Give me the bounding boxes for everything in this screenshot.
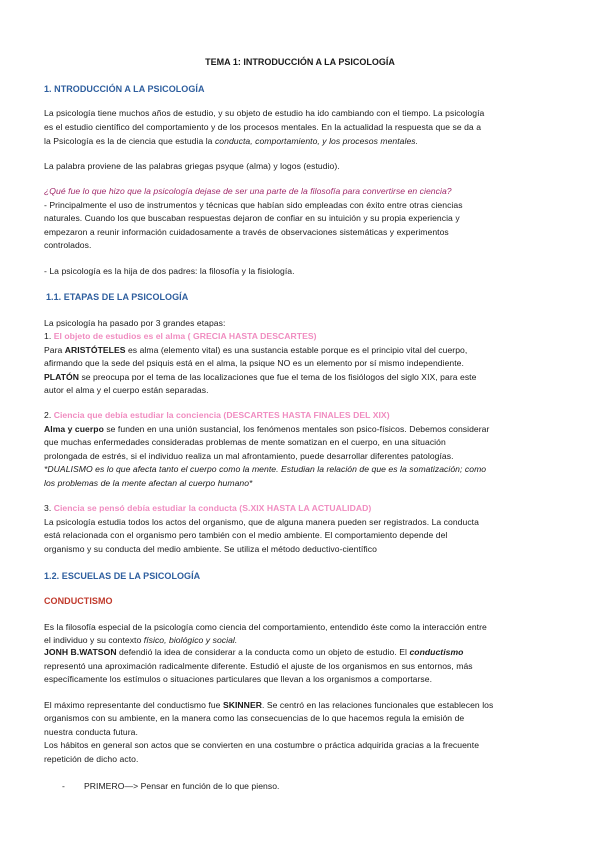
paragraph-line: organismos con su ambiente, en la manera como las consecuencias de lo que hacemos regula la emisión de [44, 713, 465, 723]
paragraph-line: repetición de dicho acto. [44, 754, 139, 764]
page-title: TEMA 1: INTRODUCCIÓN A LA PSICOLOGÍA [205, 57, 395, 67]
text-run: El máximo representante del conductismo fue [44, 700, 223, 710]
text-run: Para [44, 345, 65, 355]
italic-run: físico, biológico y social. [143, 635, 238, 645]
paragraph-line: prolongada de estrés, si el individuo realiza un mal afrontamiento, puede desarrollar diferentes patologías. [44, 451, 454, 461]
stage-number: 3. [44, 503, 54, 513]
bullet-dash: - [62, 781, 65, 791]
paragraph-line: La psicología tiene muchos años de estudio, y su objeto de estudio ha ido cambiando con el tiempo. La psicología [44, 108, 485, 118]
text-run: se preocupa por el tema de las localizaciones que fue el tema de los fisiólogos del siglo XIX, para este [79, 372, 477, 382]
paragraph-line [44, 635, 237, 646]
paragraph-line: Es la filosofía especial de la psicología como ciencia del comportamiento, entendido éste como la interacción entre [44, 622, 487, 632]
bold-italic-run: conductismo [409, 647, 464, 657]
paragraph-line: es el estudio científico del comportamiento y de los procesos mentales. En la actualidad la respuesta que se da a [44, 122, 482, 132]
text-run: el individuo y su contexto [44, 635, 144, 645]
paragraph-line: naturales. Cuando los que buscaban respuestas dejaron de confiar en su intuición y su propia experiencia y [44, 213, 460, 223]
bold-run: SKINNER [222, 700, 262, 710]
stage-title-text: El objeto de estudios es el alma ( GRECIA HASTA DESCARTES) [53, 331, 317, 341]
paragraph-line: organismo y su conducta del medio ambiente. Se utiliza el método deductivo-científico [44, 544, 377, 554]
bullet-item: PRIMERO—> Pensar en función de lo que pienso. [84, 781, 280, 791]
paragraph-line [44, 136, 418, 147]
text-run: es alma (elemento vital) es una sustancia estable porque es el principio vital del cuerpo, [125, 345, 468, 355]
paragraph-line: controlados. [44, 240, 92, 250]
italic-run: conducta, comportamiento, y los procesos mentales. [214, 136, 419, 146]
paragraph-line: afirmando que la sede del psiquis está en el alma, la psique NO es un elemento por sí mismo independiente. [44, 358, 464, 368]
paragraph-line: autor el alma y el cuerpo están separadas. [44, 385, 209, 395]
paragraph-line: - Principalmente el uso de instrumentos y técnicas que habían sido empleadas con éxito entre otras ciencias [44, 200, 463, 210]
paragraph-line: La palabra proviene de las palabras griegas psyque (alma) y logos (estudio). [44, 161, 340, 171]
text-run: defendió la idea de considerar a la conducta como un objeto de estudio. El [116, 647, 410, 657]
paragraph-line: La psicología ha pasado por 3 grandes etapas: [44, 318, 226, 328]
text-run: . Se centró en las relaciones funcionales que establecen los [261, 700, 494, 710]
stage-title-2 [44, 410, 390, 421]
bold-run: JONH B.WATSON [44, 647, 117, 657]
paragraph-line: Los hábitos en general son actos que se convierten en una costumbre o práctica adquirida gracias a la frecuente [44, 740, 480, 750]
stage-title-1 [44, 331, 317, 342]
paragraph-line [44, 647, 463, 658]
text-run: se funden en una unión sustancial, los fenómenos mentales son psico-físicos. Debemos considerar [103, 424, 490, 434]
stage-title-text: Ciencia que debía estudiar la conciencia (DESCARTES HASTA FINALES DEL XIX) [53, 410, 390, 420]
paragraph-line: nuestra conducta futura. [44, 727, 138, 737]
paragraph-line [44, 700, 493, 711]
paragraph-line: que muchas enfermedades consideradas problemas de mente somatizan en el cuerpo, en una situación [44, 437, 446, 447]
section-heading-intro: 1. NTRODUCCIÓN A LA PSICOLOGÍA [44, 84, 205, 94]
italic-line: los problemas de la mente afectan al cuerpo humano* [44, 478, 253, 488]
paragraph-line: representó una aproximación radicalmente diferente. Estudió el ajuste de los organismos en sus entornos, más [44, 661, 473, 671]
text-run: la Psicología es la de ciencia que estudia la [44, 136, 215, 146]
paragraph-line [44, 424, 489, 435]
stage-number: 1. [44, 331, 54, 341]
stage-number: 2. [44, 410, 54, 420]
stage-title-3 [44, 503, 371, 514]
bold-run: PLATÓN [44, 372, 79, 382]
subsection-heading-conductismo: CONDUCTISMO [44, 596, 113, 606]
paragraph-line: específicamente los estímulos o situaciones particulares que llevan a los organismos a comportarse. [44, 674, 433, 684]
bold-run: Alma y cuerpo [44, 424, 104, 434]
section-heading-etapas: 1.1. ETAPAS DE LA PSICOLOGÍA [46, 292, 189, 302]
paragraph-line: La psicología estudia todos los actos del organismo, que de alguna manera pueden ser registrados. La conducta [44, 517, 479, 527]
paragraph-line: - La psicología es la hija de dos padres: la filosofía y la fisiología. [44, 266, 295, 276]
stage-title-text: Ciencia se pensó debía estudiar la conducta (S.XIX HASTA LA ACTUALIDAD) [53, 503, 372, 513]
italic-line: *DUALISMO es lo que afecta tanto el cuerpo como la mente. Estudian la relación de que es la somatización; como [44, 464, 487, 474]
paragraph-line [44, 345, 467, 356]
paragraph-line [44, 372, 476, 383]
paragraph-line: está relacionada con el organismo pero también con el medio ambiente. El comportamiento depende del [44, 530, 448, 540]
question-line: ¿Qué fue lo que hizo que la psicología dejase de ser una parte de la filosofía para convertirse en ciencia? [44, 186, 452, 196]
bold-run: ARISTÓTELES [64, 345, 126, 355]
section-heading-escuelas: 1.2. ESCUELAS DE LA PSICOLOGÍA [44, 571, 201, 581]
paragraph-line: empezaron a reunir información cuidadosamente a través de observaciones sistemáticas y experimentos [44, 227, 449, 237]
